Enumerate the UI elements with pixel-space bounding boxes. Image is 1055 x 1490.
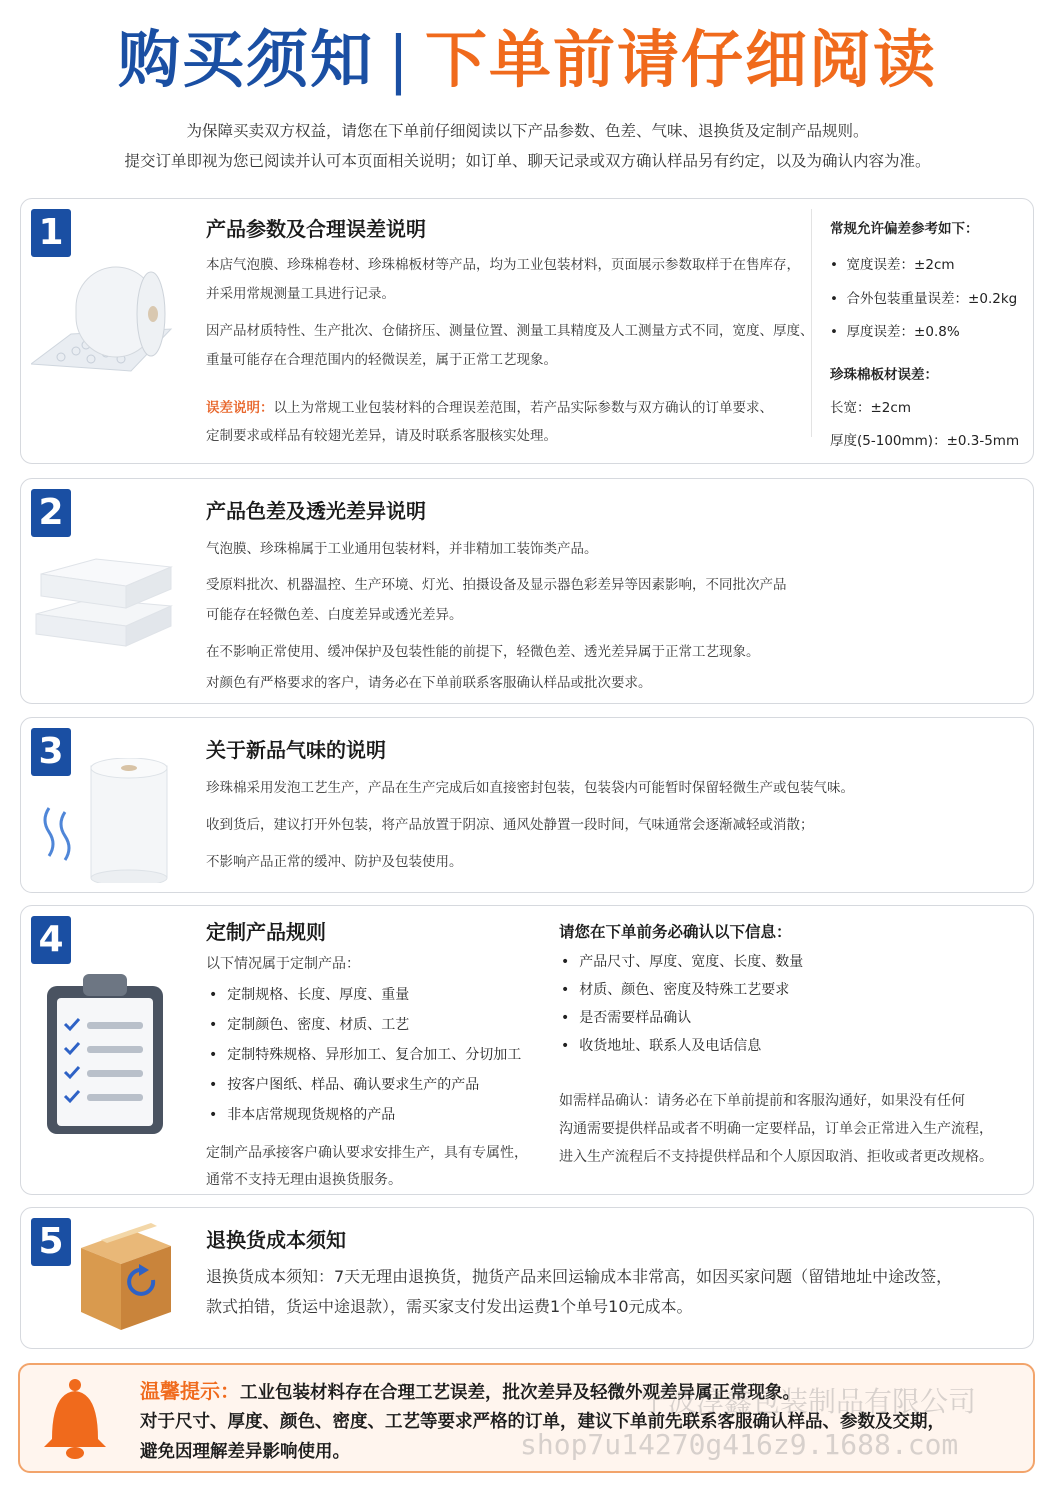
- section-1-card: [20, 198, 1034, 464]
- sample-note-3: 进入生产流程后不支持提供样品和个人原因取消、拒收或者更改规格。: [559, 1149, 993, 1165]
- title-separator: |: [388, 23, 411, 96]
- section-1-p2: 并采用常规测量工具进行记录。: [206, 286, 395, 302]
- section-5-number: 5: [31, 1218, 71, 1266]
- section-5-p2: 款式拍错，货运中途退款），需买家支付发出运费1个单号10元成本。: [206, 1297, 693, 1316]
- custom-item: • 定制颜色、密度、材质、工艺: [209, 1014, 409, 1034]
- section-1-number: 1: [31, 209, 71, 257]
- section-4-subtitle: 以下情况属于定制产品：: [206, 956, 360, 972]
- intro-line-2: 提交订单即视为您已阅读并认可本页面相关说明；如订单、聊天记录或双方确认样品另有约定，以及为确认内容为准。: [124, 152, 931, 170]
- custom-item: • 定制规格、长度、厚度、重量: [209, 984, 409, 1004]
- custom-item: • 非本店常规现货规格的产品: [209, 1104, 395, 1124]
- intro-line-1: 为保障买卖双方权益，请您在下单前仔细阅读以下产品参数、色差、气味、退换货及定制产品规则。: [186, 122, 869, 140]
- clipboard-checklist-icon: [41, 968, 191, 1138]
- section-2-p4: 在不影响正常使用、缓冲保护及包装性能的前提下，轻微色差、透光差异属于正常工艺现象。: [206, 644, 760, 660]
- section-3-title: 关于新品气味的说明: [206, 738, 386, 762]
- bubble-roll-icon: [31, 259, 181, 379]
- foam-board-icon: [31, 534, 181, 654]
- board-tolerance-title: 珍珠棉板材误差：: [830, 367, 938, 383]
- tolerance-item: • 宽度误差：±2cm: [830, 257, 955, 273]
- confirm-title: 请您在下单前务必确认以下信息：: [559, 923, 792, 941]
- section-4-card: [20, 905, 1034, 1195]
- title-right: 下单前请仔细阅读: [424, 23, 937, 96]
- confirm-item: • 收货地址、联系人及电话信息: [561, 1035, 761, 1055]
- section-3-p1: 珍珠棉采用发泡工艺生产，产品在生产完成后如直接密封包装，包装袋内可能暂时保留轻微生产或包装气味。: [206, 780, 854, 796]
- section-2-title: 产品色差及透光差异说明: [206, 499, 426, 523]
- board-tolerance-item: 厚度(5-100mm)：±0.3-5mm: [830, 433, 1020, 449]
- tip-line-2: 对于尺寸、厚度、颜色、密度、工艺等要求严格的订单，建议下单前先联系客服确认样品、参数及交期，: [140, 1412, 945, 1432]
- title-left: 购买须知: [118, 23, 375, 96]
- sample-note-2: 沟通需要提供样品或者不明确一定要样品，订单会正常进入生产流程，: [559, 1121, 993, 1137]
- tip-label: 温馨提示：: [140, 1379, 240, 1403]
- error-note-label: 误差说明：: [206, 400, 274, 416]
- board-tolerance-item: 长宽：±2cm: [830, 400, 911, 416]
- section-4-number: 4: [31, 916, 71, 964]
- custom-item: • 定制特殊规格、异形加工、复合加工、分切加工: [209, 1044, 521, 1064]
- return-box-icon: [71, 1218, 221, 1338]
- watermark-url: shop7u14270g416z9.1688.com: [520, 1428, 959, 1461]
- section-2-p2: 受原料批次、机器温控、生产环境、灯光、拍摄设备及显示器色彩差异等因素影响，不同批次产品: [206, 577, 787, 593]
- section-4-title: 定制产品规则: [206, 920, 326, 944]
- tolerance-title: 常规允许偏差参考如下：: [830, 221, 979, 237]
- section-4-foot-1: 定制产品承接客户确认要求安排生产，具有专属性，: [206, 1145, 528, 1161]
- section-5-card: [20, 1207, 1034, 1349]
- section-1-note-2: 定制要求或样品有较翅光差异，请及时联系客服核实处理。: [206, 428, 557, 444]
- sample-note-1: 如需样品确认：请务必在下单前提前和客服沟通好，如果没有任何: [559, 1093, 965, 1109]
- section-1-title: 产品参数及合理误差说明: [206, 217, 426, 241]
- section-2-number: 2: [31, 489, 71, 537]
- confirm-item: • 产品尺寸、厚度、宽度、长度、数量: [561, 951, 803, 971]
- tip-line-3: 避免因理解差异影响使用。: [140, 1442, 350, 1462]
- section-2-p3: 可能存在轻微色差、白度差异或透光差异。: [206, 607, 463, 623]
- section-3-p3: 不影响产品正常的缓冲、防护及包装使用。: [206, 854, 463, 870]
- section-2-p5: 对颜色有严格要求的客户，请务必在下单前联系客服确认样品或批次要求。: [206, 675, 652, 691]
- bell-icon: [40, 1377, 110, 1465]
- custom-item: • 按客户图纸、样品、确认要求生产的产品: [209, 1074, 479, 1094]
- tolerance-sidebox: [811, 209, 1027, 449]
- tolerance-item: • 合外包装重量误差：±0.2kg: [830, 291, 1018, 307]
- tip-line-1: 温馨提示：工业包装材料存在合理工艺误差，批次差异及轻微外观差异属正常现象。: [140, 1379, 800, 1403]
- intro-text: [0, 116, 1055, 176]
- section-5-title: 退换货成本须知: [206, 1228, 346, 1252]
- section-3-number: 3: [31, 728, 71, 776]
- confirm-item: • 是否需要样品确认: [561, 1007, 691, 1027]
- error-note-text: 以上为常规工业包装材料的合理误差范围，若产品实际参数与双方确认的订单要求、: [273, 400, 773, 416]
- foam-roll-odor-icon: [31, 758, 181, 883]
- section-1-note: [206, 396, 773, 416]
- section-1-p4: 重量可能存在合理范围内的轻微误差，属于正常工艺现象。: [206, 352, 557, 368]
- watermark-company: 宁波淳鑫包装制品有限公司: [640, 1385, 977, 1418]
- page-title: [0, 22, 1055, 98]
- section-5-p1: 退换货成本须知：7天无理由退换货，抛货产品来回运输成本非常高，如因买家问题（留错地址中途改签，: [206, 1267, 953, 1286]
- section-3-card: [20, 717, 1034, 893]
- section-1-p3: 因产品材质特性、生产批次、仓储挤压、测量位置、测量工具精度及人工测量方式不同，宽度、厚度、: [206, 323, 814, 339]
- section-1-p1: 本店气泡膜、珍珠棉卷材、珍珠棉板材等产品，均为工业包装材料，页面展示参数取样于在售库存，: [206, 257, 800, 273]
- confirm-item: • 材质、颜色、密度及特殊工艺要求: [561, 979, 789, 999]
- section-4-foot-2: 通常不支持无理由退换货服务。: [206, 1172, 402, 1188]
- section-2-p1: 气泡膜、珍珠棉属于工业通用包装材料，并非精加工装饰类产品。: [206, 541, 598, 557]
- section-3-p2: 收到货后，建议打开外包装，将产品放置于阴凉、通风处静置一段时间，气味通常会逐渐减轻或消散；: [206, 817, 814, 833]
- tolerance-item: • 厚度误差：±0.8%: [830, 324, 960, 340]
- section-2-card: [20, 478, 1034, 704]
